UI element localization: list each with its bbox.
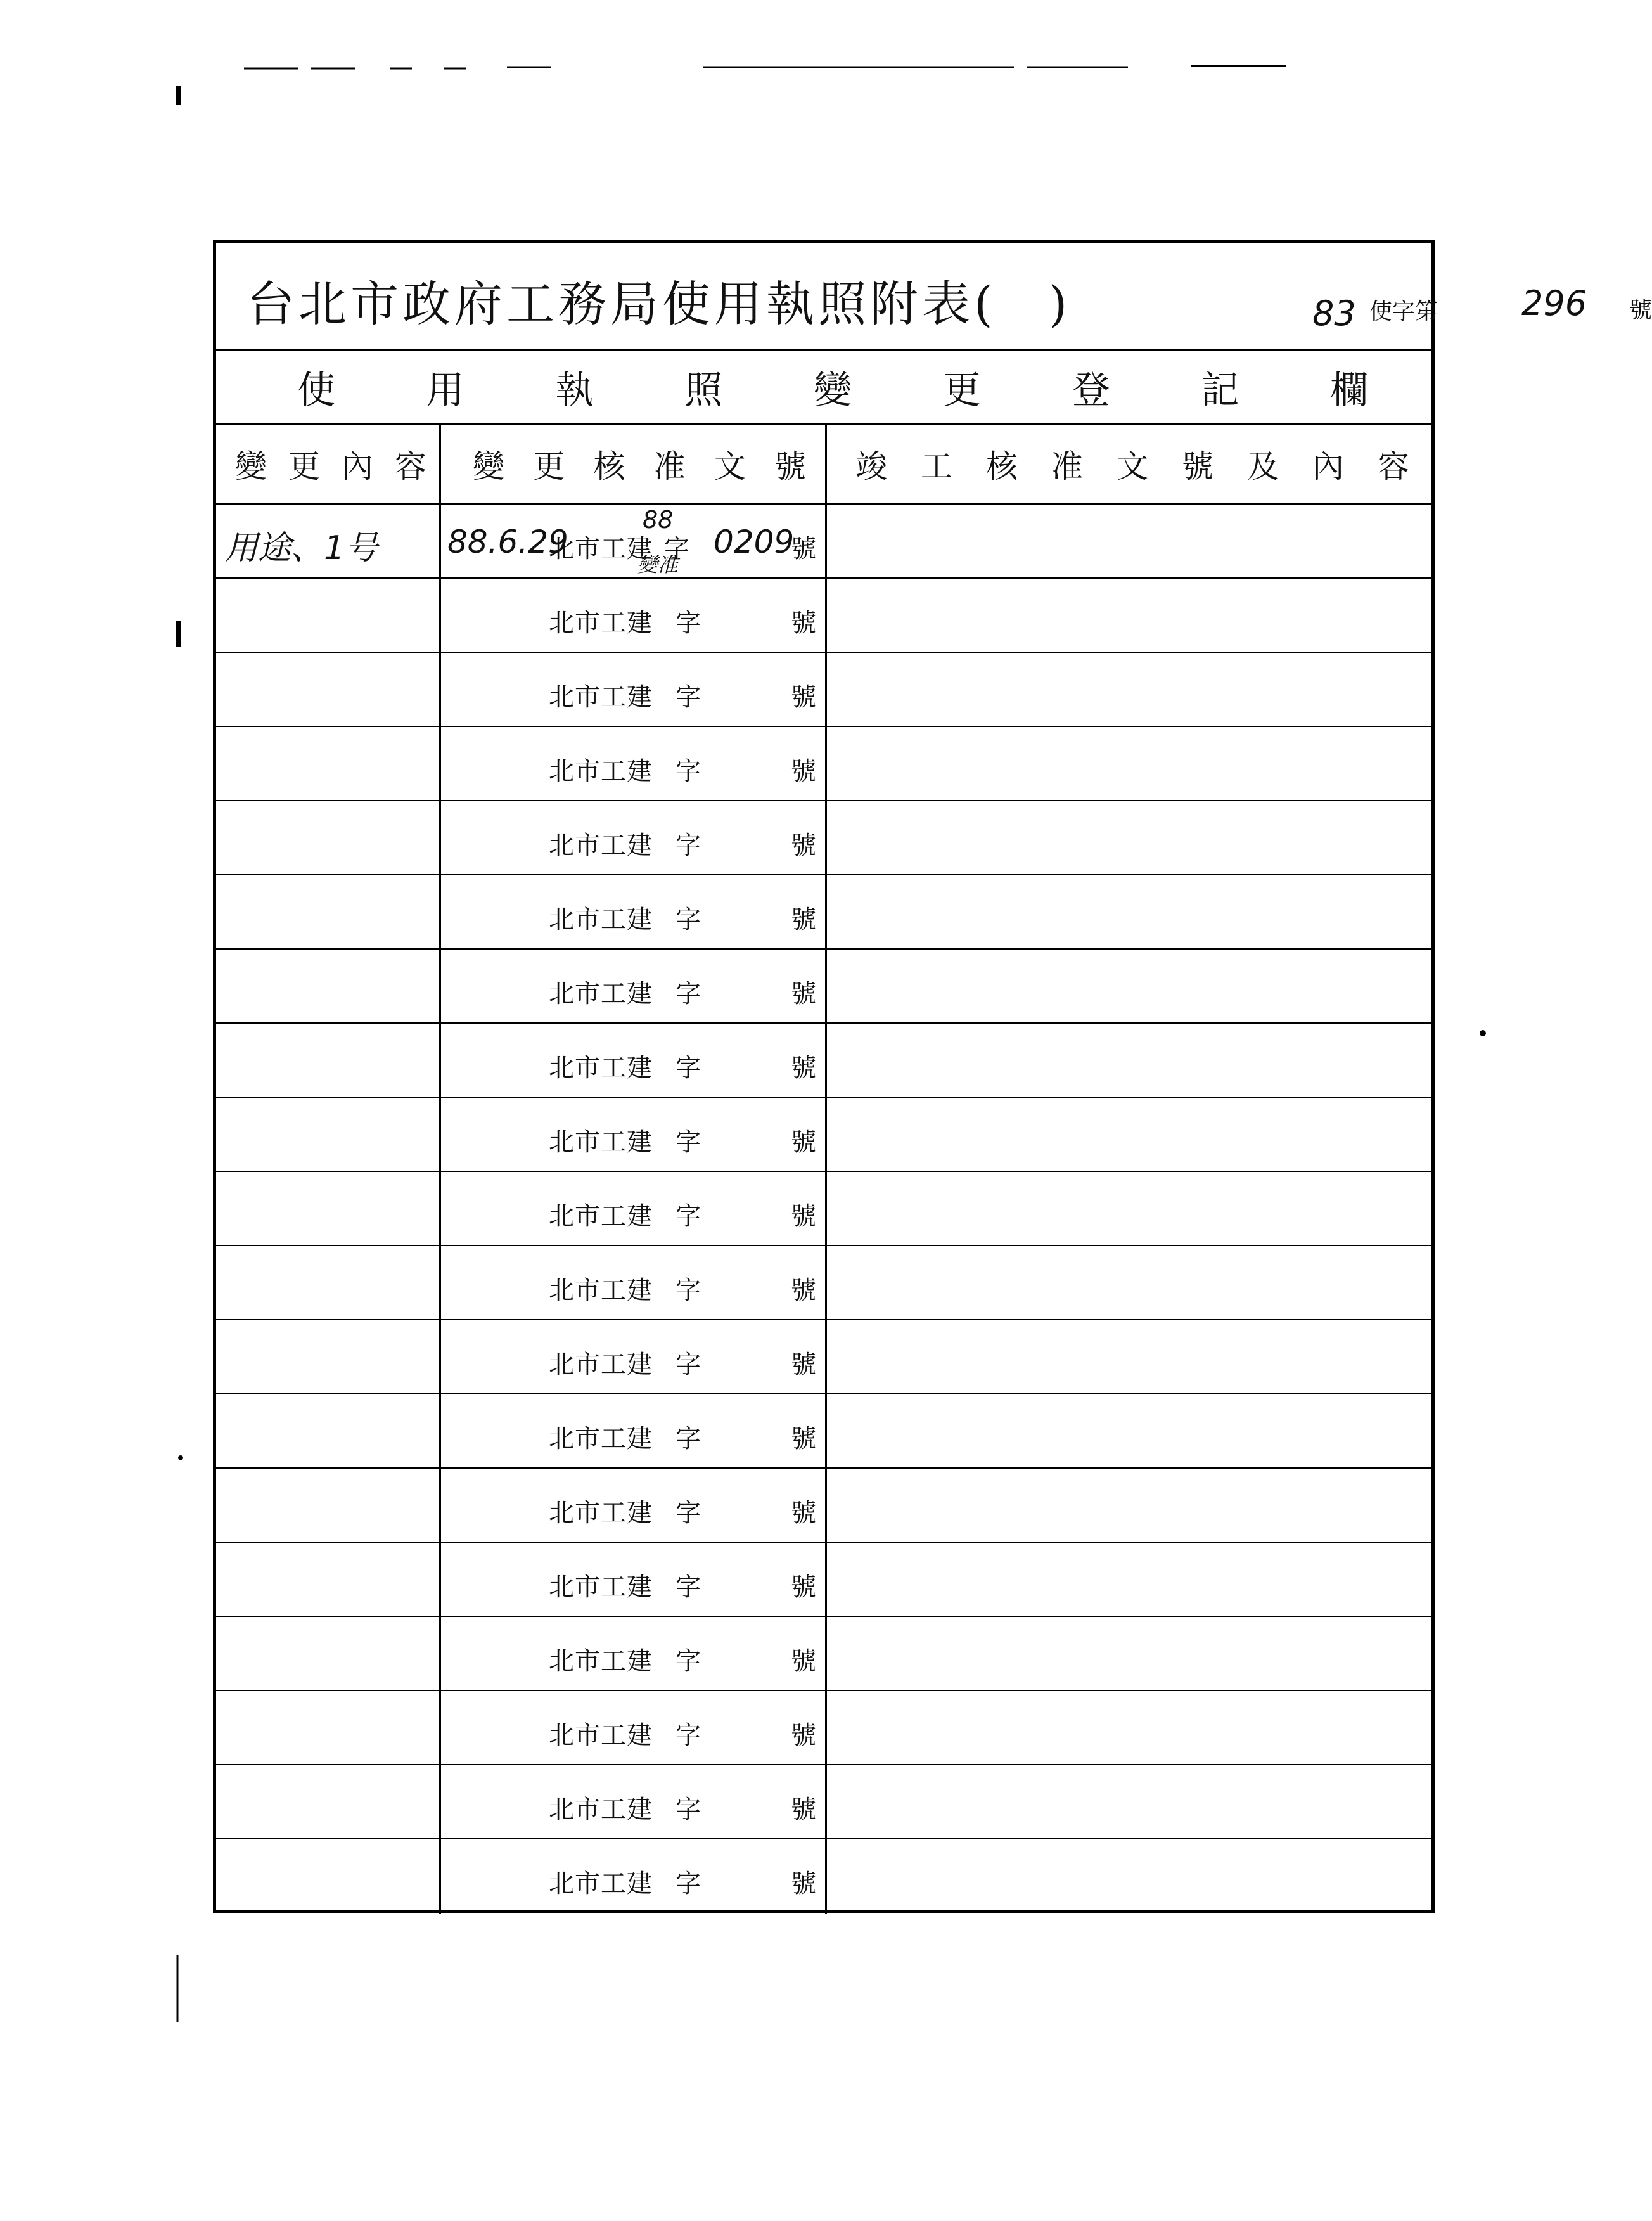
approval-hao: 號	[791, 831, 816, 860]
completion-approval-cell[interactable]	[827, 801, 1435, 874]
table-row	[216, 950, 1431, 1024]
form-title: 台北市政府工務局使用執照附表( )	[247, 276, 1072, 332]
completion-approval-cell[interactable]	[827, 875, 1435, 948]
approval-zi: 字	[676, 1869, 701, 1898]
form-title-row	[216, 243, 1652, 351]
table-row	[216, 727, 1431, 801]
change-content-cell[interactable]	[216, 801, 441, 874]
section-title-char: 用	[426, 368, 464, 413]
table-row	[216, 801, 1431, 875]
permit-label: 使字第	[1369, 299, 1438, 325]
change-content-text: 用途、1号	[225, 529, 378, 567]
change-content-cell[interactable]	[216, 1469, 441, 1542]
usage-permit-appendix-form	[213, 240, 1652, 1913]
table-row	[216, 1691, 1431, 1765]
table-row	[216, 1098, 1431, 1172]
permit-number-block	[1103, 283, 1652, 344]
header-char: 容	[395, 448, 426, 485]
header-char: 核	[593, 448, 625, 485]
change-content-cell[interactable]	[216, 1839, 441, 1914]
approval-date: 88.6.29	[447, 524, 568, 560]
table-row	[216, 1394, 1431, 1469]
completion-approval-cell[interactable]	[827, 1765, 1435, 1838]
completion-approval-cell[interactable]	[827, 579, 1435, 652]
approval-zi: 字	[676, 1498, 701, 1528]
header-char: 容	[1378, 448, 1409, 485]
table-row	[216, 1765, 1431, 1839]
approval-zi: 字	[676, 683, 701, 712]
approval-zi: 字	[676, 1202, 701, 1231]
change-content-cell[interactable]	[216, 1246, 441, 1319]
completion-approval-cell[interactable]	[827, 727, 1435, 800]
table-row	[216, 579, 1431, 653]
approval-prefix: 北市工建	[549, 1276, 653, 1305]
approval-prefix: 北市工建	[549, 1795, 653, 1824]
change-content-cell[interactable]	[216, 950, 441, 1022]
header-char: 更	[288, 448, 320, 485]
approval-hao: 號	[791, 1647, 816, 1676]
change-approval-cell[interactable]	[441, 1543, 827, 1616]
change-approval-cell[interactable]	[441, 1246, 827, 1319]
approval-zi: 字	[676, 1053, 701, 1083]
approval-year: 88	[643, 506, 674, 534]
change-content-cell[interactable]	[216, 1320, 441, 1393]
section-title-row	[216, 351, 1431, 425]
change-content-cell[interactable]	[216, 579, 441, 652]
approval-hao: 號	[791, 1721, 816, 1750]
change-approval-cell[interactable]	[441, 1024, 827, 1097]
change-content-cell[interactable]	[216, 727, 441, 800]
table-row	[216, 875, 1431, 950]
change-approval-cell[interactable]	[441, 801, 827, 874]
change-content-cell[interactable]	[216, 1172, 441, 1245]
table-row	[216, 1320, 1431, 1394]
approval-hao: 號	[791, 757, 816, 786]
header-char: 准	[1051, 448, 1083, 485]
change-approval-cell[interactable]	[441, 1691, 827, 1764]
section-title-char: 欄	[1330, 368, 1368, 413]
change-approval-cell[interactable]	[441, 727, 827, 800]
section-title-char: 使	[297, 368, 335, 413]
completion-approval-cell[interactable]	[827, 1024, 1435, 1097]
change-approval-cell[interactable]	[441, 1320, 827, 1393]
approval-zi: 字	[676, 1647, 701, 1676]
table-row	[216, 505, 1431, 579]
table-row	[216, 1246, 1431, 1320]
approval-prefix: 北市工建	[549, 534, 653, 563]
change-approval-cell[interactable]	[441, 1839, 827, 1914]
completion-approval-cell[interactable]	[827, 1839, 1435, 1914]
permit-suffix: 號	[1629, 297, 1652, 323]
approval-zi: 字	[676, 831, 701, 860]
approval-zi: 字	[664, 534, 689, 563]
change-approval-cell[interactable]	[441, 1469, 827, 1542]
header-char: 更	[533, 448, 565, 485]
section-title-char: 變	[814, 368, 852, 413]
section-title-char: 照	[684, 368, 723, 413]
approval-prefix: 北市工建	[549, 1573, 653, 1602]
approval-number: 0209	[714, 524, 795, 560]
approval-hao: 號	[791, 608, 816, 638]
change-content-cell[interactable]	[216, 653, 441, 726]
approval-prefix: 北市工建	[549, 979, 653, 1008]
header-char: 內	[342, 448, 373, 485]
approval-hao: 號	[791, 1869, 816, 1898]
completion-approval-cell[interactable]	[827, 1098, 1435, 1171]
change-approval-cell[interactable]	[441, 579, 827, 652]
header-char: 文	[714, 448, 746, 485]
approval-zi: 字	[676, 1573, 701, 1602]
completion-approval-cell[interactable]	[827, 1617, 1435, 1690]
approval-hao: 號	[791, 683, 816, 712]
approval-prefix: 北市工建	[549, 831, 653, 860]
change-content-cell[interactable]	[216, 1765, 441, 1838]
approval-zi: 字	[676, 1276, 701, 1305]
approval-zi: 字	[676, 1350, 701, 1379]
section-title-char: 登	[1072, 368, 1110, 413]
change-content-cell[interactable]	[216, 505, 441, 577]
approval-hao: 號	[791, 1053, 816, 1083]
completion-approval-cell[interactable]	[827, 950, 1435, 1022]
approval-prefix: 北市工建	[549, 1202, 653, 1231]
approval-hao: 號	[791, 1424, 816, 1453]
change-approval-cell[interactable]	[441, 1098, 827, 1171]
permit-year: 83	[1312, 293, 1356, 333]
approval-prefix: 北市工建	[549, 905, 653, 934]
header-completion-approval	[827, 425, 1435, 503]
change-approval-cell[interactable]	[441, 1394, 827, 1467]
approval-prefix: 北市工建	[549, 1721, 653, 1750]
approval-hao: 號	[791, 1276, 816, 1305]
header-char: 及	[1247, 448, 1279, 485]
approval-zi: 字	[676, 1721, 701, 1750]
header-char: 號	[1182, 448, 1213, 485]
change-approval-cell[interactable]	[441, 1617, 827, 1690]
change-approval-cell[interactable]	[441, 875, 827, 948]
header-char: 內	[1312, 448, 1344, 485]
completion-approval-cell[interactable]	[827, 1691, 1435, 1764]
table-row	[216, 1617, 1431, 1691]
change-content-cell[interactable]	[216, 1098, 441, 1171]
header-char: 准	[653, 448, 686, 485]
completion-approval-cell[interactable]	[827, 1320, 1435, 1393]
approval-prefix: 北市工建	[549, 1350, 653, 1379]
approval-hao: 號	[791, 534, 816, 563]
table-row	[216, 1469, 1431, 1543]
change-content-cell[interactable]	[216, 1024, 441, 1097]
approval-hao: 號	[791, 1573, 816, 1602]
approval-prefix: 北市工建	[549, 757, 653, 786]
change-content-cell[interactable]	[216, 1617, 441, 1690]
registration-rows	[216, 505, 1431, 1913]
header-char: 變	[235, 448, 267, 485]
completion-approval-cell[interactable]	[827, 1543, 1435, 1616]
change-approval-cell[interactable]	[441, 1172, 827, 1245]
change-content-cell[interactable]	[216, 1543, 441, 1616]
approval-prefix: 北市工建	[549, 683, 653, 712]
table-row	[216, 653, 1431, 727]
completion-approval-cell[interactable]	[827, 1469, 1435, 1542]
table-row	[216, 1024, 1431, 1098]
approval-hao: 號	[791, 1498, 816, 1528]
approval-zi: 字	[676, 1424, 701, 1453]
header-char: 文	[1117, 448, 1148, 485]
approval-prefix: 北市工建	[549, 1424, 653, 1453]
header-char: 核	[986, 448, 1018, 485]
approval-hao: 號	[791, 1202, 816, 1231]
completion-approval-cell[interactable]	[827, 505, 1435, 577]
completion-approval-cell[interactable]	[827, 1172, 1435, 1245]
change-content-cell[interactable]	[216, 875, 441, 948]
change-approval-cell[interactable]	[441, 950, 827, 1022]
change-approval-cell[interactable]	[441, 1765, 827, 1838]
approval-prefix: 北市工建	[549, 1053, 653, 1083]
table-row	[216, 1839, 1431, 1914]
approval-prefix: 北市工建	[549, 1647, 653, 1676]
approval-zi: 字	[676, 979, 701, 1008]
table-row	[216, 1172, 1431, 1246]
header-char: 竣	[855, 448, 887, 485]
header-char: 變	[473, 448, 504, 485]
approval-zi: 字	[676, 608, 701, 638]
header-char: 號	[774, 448, 806, 485]
approval-sub: 變准	[637, 553, 679, 577]
section-title-char: 記	[1201, 368, 1239, 413]
header-char: 工	[921, 448, 952, 485]
completion-approval-cell[interactable]	[827, 653, 1435, 726]
section-title-char: 執	[555, 368, 594, 413]
approval-hao: 號	[791, 979, 816, 1008]
header-change-content	[216, 425, 441, 503]
approval-zi: 字	[676, 1128, 701, 1157]
completion-approval-cell[interactable]	[827, 1246, 1435, 1319]
approval-hao: 號	[791, 1128, 816, 1157]
approval-prefix: 北市工建	[549, 608, 653, 638]
approval-zi: 字	[676, 905, 701, 934]
approval-hao: 號	[791, 1795, 816, 1824]
change-content-cell[interactable]	[216, 1394, 441, 1467]
permit-number: 296	[1521, 283, 1587, 323]
approval-prefix: 北市工建	[549, 1128, 653, 1157]
approval-prefix: 北市工建	[549, 1498, 653, 1528]
change-approval-cell[interactable]	[441, 505, 827, 577]
change-content-cell[interactable]	[216, 1691, 441, 1764]
approval-hao: 號	[791, 905, 816, 934]
approval-prefix: 北市工建	[549, 1869, 653, 1898]
section-title-char: 更	[942, 368, 981, 413]
approval-zi: 字	[676, 757, 701, 786]
approval-hao: 號	[791, 1350, 816, 1379]
table-row	[216, 1543, 1431, 1617]
completion-approval-cell[interactable]	[827, 1394, 1435, 1467]
change-approval-cell[interactable]	[441, 653, 827, 726]
approval-zi: 字	[676, 1795, 701, 1824]
column-header-row	[216, 425, 1431, 505]
header-change-approval-no	[441, 425, 827, 503]
